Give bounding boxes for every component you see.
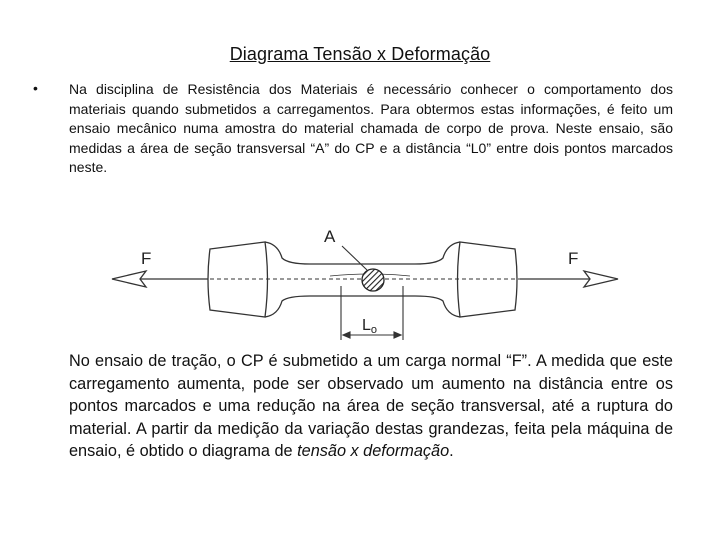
force-label-right: F bbox=[568, 249, 579, 268]
tension-strain-emphasis: tensão x deformação bbox=[297, 442, 450, 460]
length-label bbox=[362, 317, 377, 336]
specimen-diagram bbox=[110, 222, 620, 347]
paragraph-end: . bbox=[449, 442, 454, 460]
right-force-arrow bbox=[520, 271, 618, 287]
tension-test-paragraph bbox=[69, 350, 673, 463]
length-subscript: o bbox=[370, 324, 378, 336]
cross-section-area bbox=[362, 269, 384, 291]
intro-paragraph: Na disciplina de Resistência dos Materiais é necessário conhecer o comportamento dos materiais quando submetidos a carregamentos. Para obtermos estas informações, é feito um ensaio mecânico numa amostra do material chamada de corpo de prova. Neste ensaio, são medidas a área de seção transversal “A” do CP e a distância “L0” entre dois pontos marcados neste. bbox=[69, 81, 673, 175]
tension-test-text: No ensaio de tração, o CP é submetido a um carga normal “F”. A medida que este carregamento aumenta, pode ser observado um aumento na distância entre os pontos marcados e uma redução na área de seção transversal, até a ruptura do material. A partir da medição da variação destas grandezas, feita pela máquina de ensaio, é obtido o diagrama de bbox=[69, 352, 673, 460]
left-force-arrow bbox=[112, 271, 210, 287]
page-title: Diagrama Tensão x Deformação bbox=[229, 44, 491, 64]
force-label-left: F bbox=[141, 249, 152, 268]
bullet-marker: • bbox=[33, 80, 38, 96]
area-label: A bbox=[324, 227, 336, 246]
length-symbol: L bbox=[362, 317, 371, 334]
